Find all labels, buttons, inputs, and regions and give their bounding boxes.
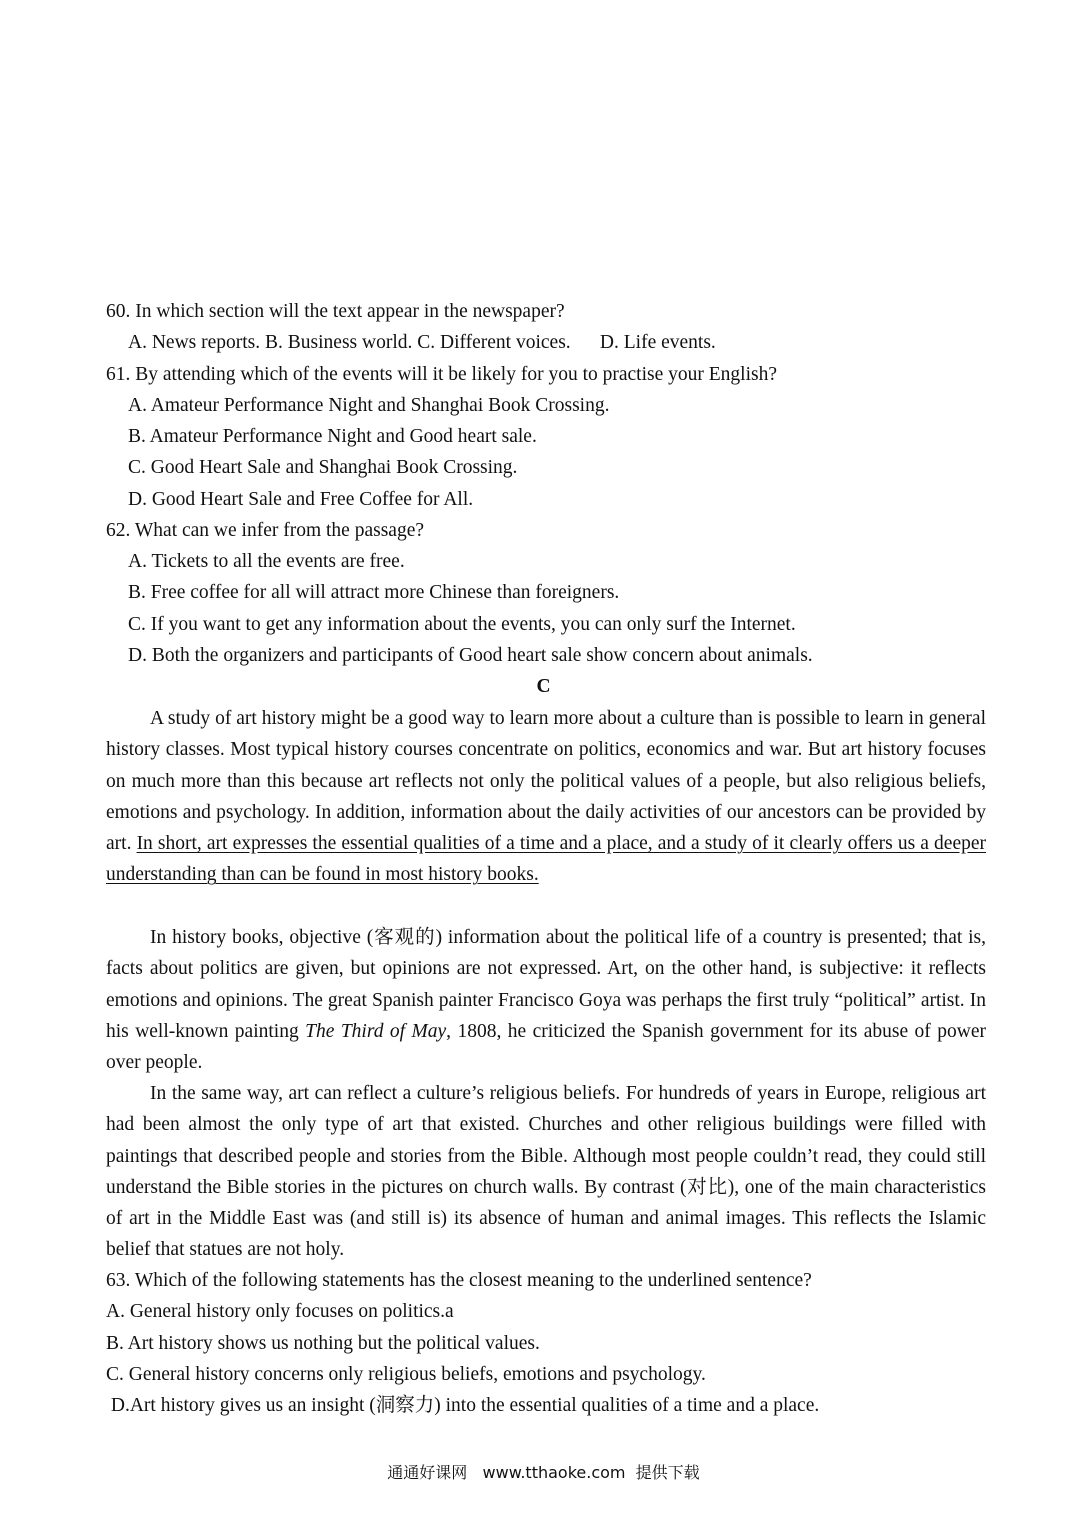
passage-paragraph-3 xyxy=(106,1078,986,1266)
q61-option-c: C. Good Heart Sale and Shanghai Book Crossing. xyxy=(128,457,518,478)
q63-option-c: C. General history concerns only religious beliefs, emotions and psychology. xyxy=(106,1364,706,1385)
section-heading: C xyxy=(536,676,551,697)
q60-options: A. News reports. B. Business world. C. Different voices. D. Life events. xyxy=(128,332,716,353)
paragraph-2-text: In history books, objective (客观的) information about the political life of a country is presented; that is, facts about politics are given, but opinions are not expressed. Art, on the other hand, is subjective: it reflects emotions and opinions. The great Spanish painter Francisco Goya was perhaps the first truly “political” artist. In his well-known painting xyxy=(106,927,986,1042)
paragraph-3-text: In the same way, art can reflect a culture’s religious beliefs. For hundreds of years in Europe, religious art had been almost the only type of art that existed. Churches and other religious buildings were filled with paintings that described people and stories from the Bible. Although most people couldn’t read, they could still understand the Bible stories in the pictures on church walls. By contrast (对比), one of the main characteristics of art in the Middle East was (and still is) its absence of human and animal images. This reflects the Islamic belief that statues are not holy. xyxy=(106,1083,986,1261)
q61-option-d: D. Good Heart Sale and Free Coffee for All. xyxy=(128,489,474,510)
q61-stem: 61. By attending which of the events will it be likely for you to practise your English? xyxy=(106,364,777,385)
q62-option-c: C. If you want to get any information about the events, you can only surf the Internet. xyxy=(128,614,796,635)
q63-option-b: B. Art history shows us nothing but the political values. xyxy=(106,1333,540,1354)
q62-option-a: A. Tickets to all the events are free. xyxy=(128,551,405,572)
q62-option-d: D. Both the organizers and participants of Good heart sale show concern about animals. xyxy=(128,645,813,666)
q63-stem: 63. Which of the following statements has the closest meaning to the underlined sentence? xyxy=(106,1270,812,1291)
footer-download-note: 通通好课网 www.tthaoke.com 提供下载 xyxy=(387,1463,700,1482)
q61-option-a: A. Amateur Performance Night and Shanghai Book Crossing. xyxy=(128,395,610,416)
passage-paragraph-1 xyxy=(106,703,986,891)
paragraph-2-tail: , 1808, he criticized the Spanish government for its abuse of power over people. xyxy=(106,1020,986,1074)
paragraph-1-text: A study of art history might be a good way to learn more about a culture than is possible to learn in general history classes. Most typical history courses concentrate on politics, economics and war. But art history focuses on much more than this because art reflects not only the political values of a people, but also religious beliefs, emotions and psychology. In addition, information about the daily activities of our ancestors can be provided by art. xyxy=(106,708,986,855)
q63-option-d: D.Art history gives us an insight (洞察力) into the essential qualities of a time and a place. xyxy=(106,1395,820,1416)
underlined-sentence: In short, art expresses the essential qualities of a time and a place, and a study of it clearly offers us a deeper understanding than can be found in most history books. xyxy=(106,833,986,886)
passage-paragraph-2 xyxy=(106,922,986,1078)
q60-stem: 60. In which section will the text appear in the newspaper? xyxy=(106,301,565,322)
q62-option-b: B. Free coffee for all will attract more Chinese than foreigners. xyxy=(128,582,620,603)
q61-option-b: B. Amateur Performance Night and Good heart sale. xyxy=(128,426,537,447)
q62-stem: 62. What can we infer from the passage? xyxy=(106,520,425,541)
painting-title: The Third of May xyxy=(305,1020,447,1042)
q63-option-a: A. General history only focuses on politics.a xyxy=(106,1301,454,1322)
